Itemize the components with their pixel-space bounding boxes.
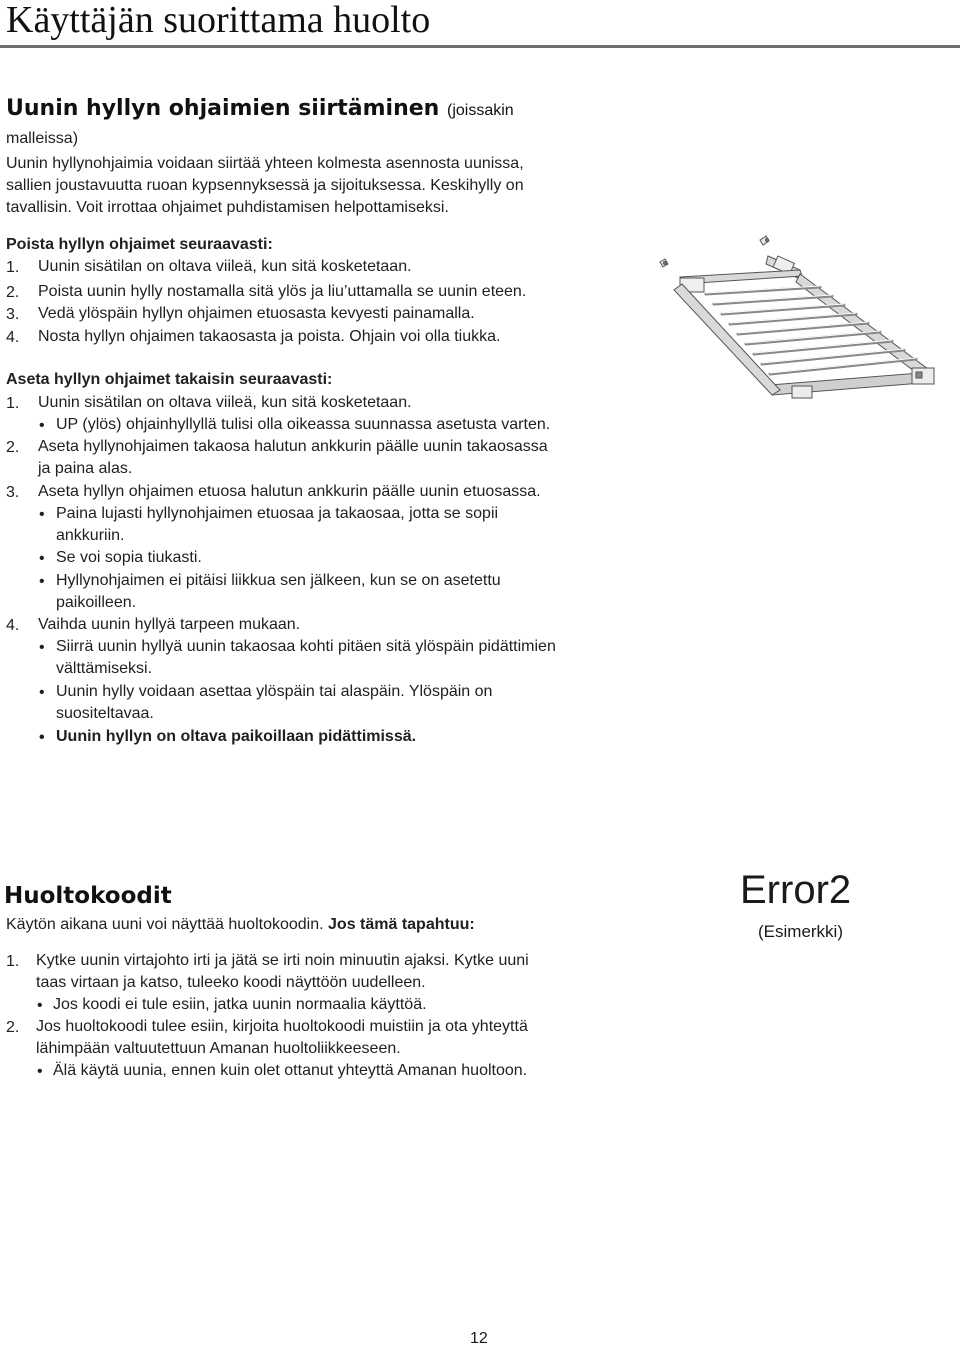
remove-step-1: Uunin sisätilan on oltava viileä, kun sitä kosketetaan. <box>38 258 412 275</box>
intro-line-3: tavallisin. Voit irrottaa ohjaimet puhdistamisen helpottamiseksi. <box>6 199 449 216</box>
replace-step-3: Aseta hyllyn ohjaimen etuosa halutun ankkurin päälle uunin etuosassa. <box>38 483 541 500</box>
screw-icon <box>760 236 769 245</box>
replace-step-4-bullet-2-line-2: suositeltavaa. <box>56 705 154 722</box>
code-step-1-bullet: Jos koodi ei tule esiin, jatka uunin normaalia käyttöä. <box>53 996 427 1013</box>
service-codes-intro <box>6 914 475 936</box>
oven-rack-guide-illustration <box>650 232 950 432</box>
remove-step-1-number: 1. <box>6 259 20 276</box>
replace-step-1-bullet-1: UP (ylös) ohjainhyllyllä tulisi olla oikeassa suunnassa asetusta varten. <box>56 416 551 433</box>
page-title: Käyttäjän suorittama huolto <box>6 0 431 41</box>
replace-heading: Aseta hyllyn ohjaimet takaisin seuraavasti: <box>6 371 333 388</box>
bullet: • <box>39 684 45 701</box>
remove-step-4-number: 4. <box>6 329 20 346</box>
code-step-2-line-2: lähimpään valtuutettuun Amanan huoltoliikkeeseen. <box>36 1040 401 1057</box>
bullet: • <box>39 573 45 590</box>
page-number: 12 <box>470 1330 488 1347</box>
replace-step-3-bullet-2: Se voi sopia tiukasti. <box>56 549 202 566</box>
section-heading-rack-guides <box>6 96 514 121</box>
replace-step-4-bullet-1-line-2: välttämiseksi. <box>56 660 153 677</box>
service-codes-intro-text: Käytön aikana uuni voi näyttää huoltokoodin. <box>6 916 324 933</box>
replace-step-1-number: 1. <box>6 395 20 412</box>
replace-step-3-number: 3. <box>6 484 20 501</box>
intro-line-2: sallien joustavuutta ruoan kypsennyksessä ja sijoituksessa. Keskihylly on <box>6 177 524 194</box>
section-heading-note-cont: malleissa) <box>6 130 79 147</box>
section-heading-text: Uunin hyllyn ohjaimien siirtäminen <box>6 96 440 121</box>
remove-heading: Poista hyllyn ohjaimet seuraavasti: <box>6 236 273 253</box>
code-step-1-number: 1. <box>6 953 20 970</box>
replace-step-2-line-2: ja paina alas. <box>38 460 133 477</box>
remove-step-3-number: 3. <box>6 306 20 323</box>
title-divider <box>0 45 960 48</box>
replace-step-4-number: 4. <box>6 617 20 634</box>
bullet: • <box>39 506 45 523</box>
code-step-2-number: 2. <box>6 1019 20 1036</box>
replace-step-1: Uunin sisätilan on oltava viileä, kun sitä kosketetaan. <box>38 394 412 411</box>
code-step-1-line-1: Kytke uunin virtajohto irti ja jätä se irti noin minuutin ajaksi. Kytke uuni <box>36 952 529 969</box>
replace-step-3-bullet-3-line-2: paikoilleen. <box>56 594 137 611</box>
bullet: • <box>39 550 45 567</box>
replace-step-4-bullet-3: Uunin hyllyn on oltava paikoillaan pidättimissä. <box>56 728 417 745</box>
intro-line-1: Uunin hyllynohjaimia voidaan siirtää yhteen kolmesta asennosta uunissa, <box>6 155 524 172</box>
code-step-2-line-1: Jos huoltokoodi tulee esiin, kirjoita huoltokoodi muistiin ja ota yhteyttä <box>36 1018 528 1035</box>
section-heading-note: (joissakin <box>446 102 514 119</box>
replace-step-2-number: 2. <box>6 439 20 456</box>
bullet: • <box>37 1063 43 1080</box>
replace-step-3-bullet-1-line-1: Paina lujasti hyllynohjaimen etuosaa ja takaosaa, jotta se sopii <box>56 505 499 522</box>
replace-step-4: Vaihda uunin hyllyä tarpeen mukaan. <box>38 616 301 633</box>
screw-icon <box>660 259 668 267</box>
code-step-1-line-2: taas virtaan ja katso, tuleeko koodi näyttöön uudelleen. <box>36 974 426 991</box>
replace-step-4-bullet-2-line-1: Uunin hylly voidaan asettaa ylöspäin tai alaspäin. Ylöspäin on <box>56 683 493 700</box>
bullet: • <box>37 997 43 1014</box>
bullet: • <box>39 729 45 746</box>
replace-step-3-bullet-3-line-1: Hyllynohjaimen ei pitäisi liikkua sen jälkeen, kun se on asetettu <box>56 572 501 589</box>
remove-step-4: Nosta hyllyn ohjaimen takaosasta ja poista. Ohjain voi olla tiukka. <box>38 328 501 345</box>
replace-step-4-bullet-1-line-1: Siirrä uunin hyllyä uunin takaosaa kohti pitäen sitä ylöspäin pidättimien <box>56 638 556 655</box>
remove-step-3: Vedä ylöspäin hyllyn ohjaimen etuosasta kevyesti painamalla. <box>38 305 475 322</box>
replace-step-3-bullet-1-line-2: ankkuriin. <box>56 527 125 544</box>
replace-step-2-line-1: Aseta hyllynohjaimen takaosa halutun ankkurin päälle uunin takaosassa <box>38 438 548 455</box>
error-code-example: Error2 <box>740 868 852 912</box>
bullet: • <box>39 639 45 656</box>
service-codes-intro-bold: Jos tämä tapahtuu: <box>328 916 475 933</box>
remove-step-2-number: 2. <box>6 284 20 301</box>
section-heading-service-codes: Huoltokoodit <box>4 883 172 909</box>
code-step-2-bullet: Älä käytä uunia, ennen kuin olet ottanut yhteyttä Amanan huoltoon. <box>53 1062 528 1079</box>
bullet: • <box>39 417 45 434</box>
error-code-caption: (Esimerkki) <box>758 922 843 941</box>
remove-step-2: Poista uunin hylly nostamalla sitä ylös ja liu’uttamalla se uunin eteen. <box>38 283 527 300</box>
